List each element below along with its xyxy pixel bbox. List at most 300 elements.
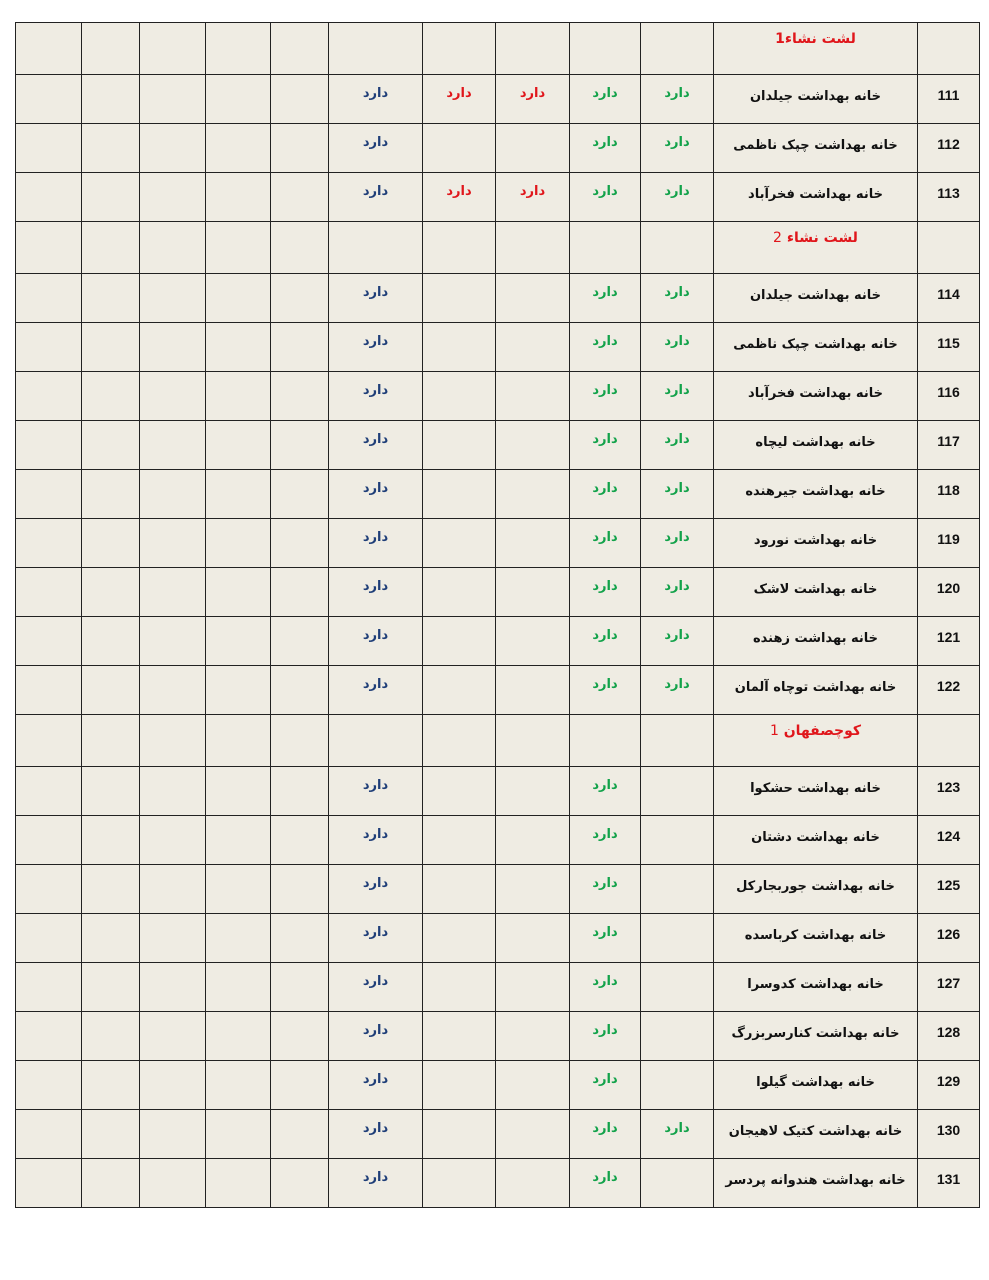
section-title-text: لشت نشاء1 [775, 31, 856, 47]
status-cell-c3 [496, 519, 570, 568]
empty-cell [82, 715, 140, 767]
status-cell-c3 [496, 715, 570, 767]
section-title [714, 715, 918, 767]
status-cell-c4 [423, 767, 496, 816]
status-cell-c1: دارد [641, 274, 714, 323]
status-cell-c1 [641, 914, 714, 963]
status-cell-c5: دارد [329, 372, 423, 421]
status-cell-c5: دارد [329, 274, 423, 323]
table-row [16, 666, 980, 715]
status-cell-c3 [496, 568, 570, 617]
status-cell-c1: دارد [641, 666, 714, 715]
empty-cell [140, 865, 206, 914]
status-cell-c2: دارد [570, 124, 641, 173]
empty-cell [140, 323, 206, 372]
status-cell-c4 [423, 1012, 496, 1061]
status-cell-c2: دارد [570, 1012, 641, 1061]
empty-cell [140, 816, 206, 865]
row-number: 128 [918, 1012, 980, 1061]
status-cell-c3 [496, 1061, 570, 1110]
status-cell-c4 [423, 421, 496, 470]
status-cell-c2: دارد [570, 865, 641, 914]
empty-cell [82, 865, 140, 914]
empty-cell [271, 1159, 329, 1208]
status-cell-c2: دارد [570, 173, 641, 222]
empty-cell [82, 1110, 140, 1159]
section-title-text: لشت نشاء [786, 230, 858, 246]
status-cell-c5: دارد [329, 519, 423, 568]
status-cell-c1 [641, 767, 714, 816]
status-cell-c4 [423, 963, 496, 1012]
status-cell-c1 [641, 23, 714, 75]
empty-cell [82, 1012, 140, 1061]
empty-cell [16, 124, 82, 173]
health-house-name: خانه بهداشت گیلوا [714, 1061, 918, 1110]
empty-cell [206, 1159, 271, 1208]
empty-cell [82, 617, 140, 666]
status-cell-c3 [496, 666, 570, 715]
health-house-name: خانه بهداشت کتیک لاهیجان [714, 1110, 918, 1159]
status-cell-c1 [641, 865, 714, 914]
table-row [16, 816, 980, 865]
empty-cell [82, 274, 140, 323]
empty-cell [206, 323, 271, 372]
status-cell-c2: دارد [570, 323, 641, 372]
empty-cell [206, 519, 271, 568]
row-number: 127 [918, 963, 980, 1012]
empty-cell [140, 963, 206, 1012]
status-cell-c3 [496, 767, 570, 816]
status-cell-c4 [423, 372, 496, 421]
empty-cell [16, 173, 82, 222]
status-cell-c1: دارد [641, 173, 714, 222]
table-row [16, 1159, 980, 1208]
status-cell-c5: دارد [329, 568, 423, 617]
empty-cell [206, 274, 271, 323]
status-cell-c5: دارد [329, 173, 423, 222]
table-row [16, 124, 980, 173]
row-number: 120 [918, 568, 980, 617]
status-cell-c4 [423, 274, 496, 323]
section-title [714, 222, 918, 274]
empty-cell [16, 75, 82, 124]
empty-cell [140, 519, 206, 568]
empty-cell [82, 568, 140, 617]
health-house-name: خانه بهداشت فخرآباد [714, 372, 918, 421]
empty-cell [206, 372, 271, 421]
status-cell-c1 [641, 1061, 714, 1110]
status-cell-c3 [496, 274, 570, 323]
status-cell-c3 [496, 470, 570, 519]
empty-cell [16, 666, 82, 715]
status-cell-c1: دارد [641, 124, 714, 173]
table-row [16, 914, 980, 963]
empty-cell [82, 173, 140, 222]
empty-cell [206, 617, 271, 666]
row-number: 115 [918, 323, 980, 372]
status-cell-c2: دارد [570, 1159, 641, 1208]
row-number: 121 [918, 617, 980, 666]
empty-cell [16, 323, 82, 372]
table-row [16, 1061, 980, 1110]
status-cell-c4 [423, 23, 496, 75]
empty-cell [271, 865, 329, 914]
health-house-name: خانه بهداشت لاشک [714, 568, 918, 617]
health-house-name: خانه بهداشت چپک ناظمی [714, 124, 918, 173]
status-cell-c1 [641, 1012, 714, 1061]
row-number: 124 [918, 816, 980, 865]
status-cell-c4: دارد [423, 75, 496, 124]
status-cell-c2: دارد [570, 470, 641, 519]
empty-cell [271, 715, 329, 767]
status-cell-c1: دارد [641, 421, 714, 470]
status-cell-c1: دارد [641, 617, 714, 666]
empty-cell [271, 519, 329, 568]
status-cell-c3 [496, 963, 570, 1012]
status-cell-c4 [423, 1061, 496, 1110]
empty-cell [82, 666, 140, 715]
empty-cell [271, 617, 329, 666]
empty-cell [271, 1061, 329, 1110]
status-cell-c5: دارد [329, 323, 423, 372]
status-cell-c3: دارد [496, 173, 570, 222]
health-house-name: خانه بهداشت جیرهنده [714, 470, 918, 519]
status-cell-c3 [496, 865, 570, 914]
row-number [918, 23, 980, 75]
empty-cell [16, 274, 82, 323]
status-cell-c5 [329, 23, 423, 75]
status-cell-c2 [570, 23, 641, 75]
empty-cell [271, 23, 329, 75]
health-house-name: خانه بهداشت چپک ناظمی [714, 323, 918, 372]
status-cell-c4 [423, 222, 496, 274]
status-cell-c1: دارد [641, 519, 714, 568]
row-number: 111 [918, 75, 980, 124]
section-header-row [16, 715, 980, 767]
empty-cell [82, 1159, 140, 1208]
row-number: 113 [918, 173, 980, 222]
empty-cell [271, 421, 329, 470]
empty-cell [16, 617, 82, 666]
status-cell-c2: دارد [570, 1061, 641, 1110]
empty-cell [271, 816, 329, 865]
row-number: 122 [918, 666, 980, 715]
empty-cell [16, 963, 82, 1012]
empty-cell [82, 323, 140, 372]
status-cell-c2: دارد [570, 767, 641, 816]
empty-cell [206, 23, 271, 75]
status-cell-c2: دارد [570, 372, 641, 421]
status-cell-c4 [423, 914, 496, 963]
row-number [918, 222, 980, 274]
status-cell-c3 [496, 23, 570, 75]
status-cell-c4 [423, 1159, 496, 1208]
empty-cell [82, 816, 140, 865]
status-cell-c2: دارد [570, 816, 641, 865]
status-cell-c5: دارد [329, 865, 423, 914]
section-number: 2 [773, 230, 782, 246]
health-house-name: خانه بهداشت فخرآباد [714, 173, 918, 222]
empty-cell [206, 1110, 271, 1159]
status-cell-c4 [423, 519, 496, 568]
empty-cell [16, 1159, 82, 1208]
status-cell-c2: دارد [570, 274, 641, 323]
status-cell-c1 [641, 1159, 714, 1208]
status-cell-c1: دارد [641, 75, 714, 124]
table-row [16, 767, 980, 816]
empty-cell [82, 222, 140, 274]
status-cell-c1 [641, 222, 714, 274]
status-cell-c3 [496, 323, 570, 372]
status-cell-c2: دارد [570, 617, 641, 666]
status-cell-c4 [423, 323, 496, 372]
health-house-name: خانه بهداشت توچاه آلمان [714, 666, 918, 715]
empty-cell [140, 1110, 206, 1159]
empty-cell [206, 816, 271, 865]
status-cell-c2: دارد [570, 421, 641, 470]
health-houses-table [15, 22, 980, 1208]
empty-cell [206, 963, 271, 1012]
status-cell-c2: دارد [570, 568, 641, 617]
empty-cell [82, 421, 140, 470]
empty-cell [82, 767, 140, 816]
empty-cell [206, 666, 271, 715]
empty-cell [140, 666, 206, 715]
status-cell-c3 [496, 1159, 570, 1208]
status-cell-c5: دارد [329, 1012, 423, 1061]
status-cell-c3 [496, 1110, 570, 1159]
status-cell-c4 [423, 568, 496, 617]
empty-cell [206, 568, 271, 617]
status-cell-c5 [329, 222, 423, 274]
status-cell-c1: دارد [641, 1110, 714, 1159]
empty-cell [16, 715, 82, 767]
row-number: 117 [918, 421, 980, 470]
empty-cell [140, 124, 206, 173]
status-cell-c4 [423, 470, 496, 519]
empty-cell [140, 421, 206, 470]
status-cell-c5: دارد [329, 767, 423, 816]
status-cell-c5: دارد [329, 816, 423, 865]
status-cell-c5: دارد [329, 617, 423, 666]
empty-cell [206, 421, 271, 470]
status-cell-c1: دارد [641, 568, 714, 617]
row-number: 119 [918, 519, 980, 568]
health-house-name: خانه بهداشت جوربجارکل [714, 865, 918, 914]
empty-cell [271, 1012, 329, 1061]
empty-cell [140, 222, 206, 274]
empty-cell [140, 173, 206, 222]
empty-cell [140, 1159, 206, 1208]
empty-cell [271, 666, 329, 715]
status-cell-c3 [496, 914, 570, 963]
empty-cell [271, 963, 329, 1012]
empty-cell [271, 914, 329, 963]
empty-cell [16, 23, 82, 75]
status-cell-c5: دارد [329, 914, 423, 963]
health-house-name: خانه بهداشت جیلدان [714, 274, 918, 323]
empty-cell [140, 1061, 206, 1110]
empty-cell [82, 23, 140, 75]
status-cell-c4 [423, 124, 496, 173]
health-house-name: خانه بهداشت لیچاه [714, 421, 918, 470]
status-cell-c2: دارد [570, 666, 641, 715]
empty-cell [140, 568, 206, 617]
status-cell-c5: دارد [329, 1110, 423, 1159]
section-header-row [16, 222, 980, 274]
empty-cell [271, 274, 329, 323]
row-number: 114 [918, 274, 980, 323]
status-cell-c5: دارد [329, 666, 423, 715]
empty-cell [206, 1012, 271, 1061]
status-cell-c3 [496, 124, 570, 173]
empty-cell [206, 767, 271, 816]
empty-cell [16, 1061, 82, 1110]
empty-cell [140, 617, 206, 666]
status-cell-c4 [423, 1110, 496, 1159]
empty-cell [140, 715, 206, 767]
empty-cell [16, 767, 82, 816]
table-row [16, 519, 980, 568]
row-number: 125 [918, 865, 980, 914]
status-cell-c3 [496, 816, 570, 865]
empty-cell [16, 1012, 82, 1061]
empty-cell [82, 372, 140, 421]
status-cell-c3 [496, 1012, 570, 1061]
empty-cell [206, 222, 271, 274]
status-cell-c2 [570, 222, 641, 274]
row-number: 118 [918, 470, 980, 519]
section-title [714, 23, 918, 75]
status-cell-c5: دارد [329, 124, 423, 173]
empty-cell [82, 1061, 140, 1110]
status-cell-c3 [496, 421, 570, 470]
section-title-text: کوچصفهان [783, 723, 862, 739]
empty-cell [140, 75, 206, 124]
health-house-name: خانه بهداشت حشکوا [714, 767, 918, 816]
empty-cell [82, 470, 140, 519]
status-cell-c2 [570, 715, 641, 767]
empty-cell [140, 274, 206, 323]
status-cell-c5 [329, 715, 423, 767]
empty-cell [16, 421, 82, 470]
table-row [16, 75, 980, 124]
status-cell-c1 [641, 963, 714, 1012]
status-cell-c4: دارد [423, 173, 496, 222]
empty-cell [140, 470, 206, 519]
empty-cell [82, 914, 140, 963]
status-cell-c1: دارد [641, 372, 714, 421]
status-cell-c4 [423, 865, 496, 914]
empty-cell [271, 767, 329, 816]
empty-cell [140, 372, 206, 421]
section-number: 1 [769, 723, 779, 739]
row-number: 112 [918, 124, 980, 173]
empty-cell [206, 470, 271, 519]
empty-cell [271, 372, 329, 421]
empty-cell [271, 1110, 329, 1159]
status-cell-c4 [423, 715, 496, 767]
row-number: 130 [918, 1110, 980, 1159]
status-cell-c4 [423, 666, 496, 715]
empty-cell [271, 470, 329, 519]
table-row [16, 963, 980, 1012]
empty-cell [82, 124, 140, 173]
empty-cell [16, 568, 82, 617]
status-cell-c1: دارد [641, 470, 714, 519]
status-cell-c5: دارد [329, 470, 423, 519]
row-number: 126 [918, 914, 980, 963]
status-cell-c3: دارد [496, 75, 570, 124]
table-row [16, 470, 980, 519]
table-row [16, 865, 980, 914]
empty-cell [82, 963, 140, 1012]
table-row [16, 274, 980, 323]
health-house-name: خانه بهداشت جیلدان [714, 75, 918, 124]
empty-cell [140, 23, 206, 75]
empty-cell [140, 914, 206, 963]
table-row [16, 323, 980, 372]
table-row [16, 1110, 980, 1159]
empty-cell [206, 124, 271, 173]
health-house-name: خانه بهداشت نورود [714, 519, 918, 568]
table-row [16, 617, 980, 666]
empty-cell [271, 75, 329, 124]
status-cell-c1 [641, 715, 714, 767]
health-house-name: خانه بهداشت زهنده [714, 617, 918, 666]
status-cell-c5: دارد [329, 421, 423, 470]
status-cell-c2: دارد [570, 75, 641, 124]
empty-cell [206, 715, 271, 767]
row-number: 123 [918, 767, 980, 816]
status-cell-c2: دارد [570, 914, 641, 963]
status-cell-c5: دارد [329, 963, 423, 1012]
status-cell-c2: دارد [570, 1110, 641, 1159]
empty-cell [16, 222, 82, 274]
table-row [16, 1012, 980, 1061]
empty-cell [16, 372, 82, 421]
row-number: 131 [918, 1159, 980, 1208]
health-house-name: خانه بهداشت دشتان [714, 816, 918, 865]
status-cell-c4 [423, 816, 496, 865]
empty-cell [140, 767, 206, 816]
empty-cell [271, 222, 329, 274]
empty-cell [16, 470, 82, 519]
empty-cell [206, 1061, 271, 1110]
table-row [16, 421, 980, 470]
status-cell-c5: دارد [329, 1061, 423, 1110]
empty-cell [206, 75, 271, 124]
empty-cell [16, 816, 82, 865]
status-cell-c3 [496, 222, 570, 274]
empty-cell [16, 519, 82, 568]
empty-cell [271, 173, 329, 222]
row-number: 116 [918, 372, 980, 421]
empty-cell [140, 1012, 206, 1061]
health-house-name: خانه بهداشت کدوسرا [714, 963, 918, 1012]
table-row [16, 173, 980, 222]
empty-cell [206, 865, 271, 914]
empty-cell [16, 1110, 82, 1159]
row-number [918, 715, 980, 767]
empty-cell [82, 519, 140, 568]
status-cell-c3 [496, 372, 570, 421]
status-cell-c5: دارد [329, 1159, 423, 1208]
health-house-name: خانه بهداشت کرباسده [714, 914, 918, 963]
health-house-name: خانه بهداشت کنارسربزرگ [714, 1012, 918, 1061]
empty-cell [271, 323, 329, 372]
status-cell-c2: دارد [570, 519, 641, 568]
